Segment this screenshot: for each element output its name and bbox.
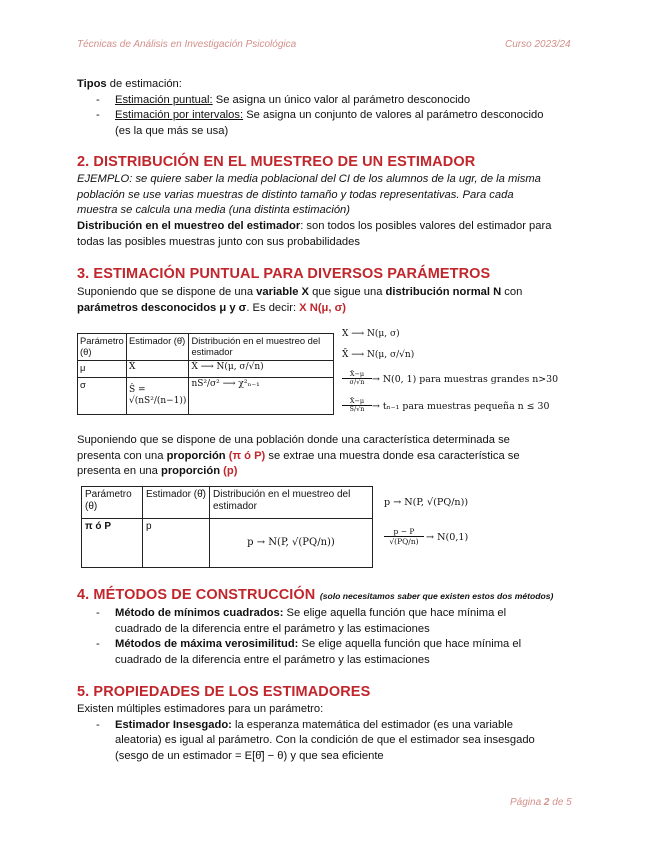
text: Suponiendo que se dispone de una población donde una característica determinada se [77,434,510,446]
property-text: (sesgo de un estimador = E[θ̂] − θ) y que sea eficiente [115,749,384,762]
page-label: de [549,797,567,808]
page-label: Página [510,797,544,808]
text: . Es decir: [246,301,300,314]
highlight-text: X N(μ, σ) [299,301,346,314]
table-cell: Ŝ = √(nS²/(n−1)) [127,378,189,415]
formula-proportion: p → N(P, √(PQ/n)) [384,497,469,508]
table-header: Distribución en el muestreo del estimador [210,487,373,519]
table-cell: nS²/σ² ⟶ χ²ₙ₋₁ [189,378,334,415]
table-header: Parámetro (θ) [82,487,143,519]
section-4-title: 4. MÉTODOS DE CONSTRUCCIÓN [77,587,316,603]
table-cell: X̄ [127,361,189,378]
formula-large-samples: → N(0, 1) para muestras grandes n>30 [372,374,559,385]
tipos-title: Tipos [77,78,107,90]
table-cell: p → N(P, √(PQ/n)) [210,519,373,568]
highlight-text: (π ó P) [225,449,266,462]
table-header: Parámetro (θ) [78,334,127,361]
table-cell: σ [78,378,127,415]
table-cell: μ [78,361,127,378]
table-header: Estimador (θ̂) [143,487,210,519]
definition-term: Distribución en el muestreo del estimador [77,220,301,232]
list-item: - Estimador Insesgado: la esperanza matemática del estimador (es una variable [96,718,513,731]
list-item: - Métodos de máxima verosimilitud: Se elige aquella función que hace mínima el [96,638,522,651]
table-header: Distribución en el muestreo del estimador [189,334,334,361]
header-course: Curso 2023/24 [505,39,571,50]
text: presenta con una [77,449,167,462]
formula-proportion-standard: → N(0,1) [426,532,469,543]
formula-small-samples: → tₙ₋₁ para muestras pequeña n ≤ 30 [372,401,550,412]
method-term: Método de mínimos cuadrados: [115,607,284,619]
text: con [501,286,523,298]
page-current: 2 [543,797,550,808]
property-term: Estimador Insesgado: [115,718,232,731]
tipos-item: - Estimación por intervalos: Se asigna un conjunto de valores al parámetro desconocido [96,109,544,122]
section-5-title: 5. PROPIEDADES DE LOS ESTIMADORES [77,684,371,700]
highlight-text: (p) [220,465,238,478]
section-3-title: 3. ESTIMACIÓN PUNTUAL PARA DIVERSOS PARÁMETROS [77,266,491,282]
method-text: Se elige aquella función que hace mínima el [298,638,522,651]
formula-t-fraction: X̄−μ Ŝ/√n [342,398,372,413]
page-number [510,797,572,808]
tipos-term: Estimación puntual: [115,93,213,106]
tipos-text: Se asigna un único valor al parámetro desconocido [212,93,471,106]
section-2-definition [77,219,617,250]
tipos-item: - Estimación puntual: Se asigna un único valor al parámetro desconocido [96,93,471,106]
tipos-text: Se asigna un conjunto de valores al parámetro desconocido [243,109,544,122]
section-4-heading [77,586,553,604]
section-3-intro [77,285,617,316]
example-line: muestra se calcula una media (una distinta estimación) [77,204,350,217]
formula-mean: X̄ ⟶ N(μ, σ/√n) [342,350,415,360]
tipos-term: Estimación por intervalos: [115,109,244,122]
section-4-list [77,606,617,668]
header-title: Técnicas de Análisis en Investigación Psicológica [77,39,297,50]
tipos-cont: (es la que más se usa) [115,124,229,137]
proportion-paragraph [77,433,617,480]
property-text: aleatoria) es igual al parámetro. Con la condición de que el estimador sea insesgado [115,734,535,747]
list-item: - Método de mínimos cuadrados: Se elige aquella función que hace mínima el [96,607,507,619]
estimator-table-2 [81,486,373,568]
definition-text: : son todos los posibles valores del estimador para [300,220,552,232]
text-bold: variable X [256,286,310,298]
section-2-title: 2. DISTRIBUCIÓN EN EL MUESTREO DE UN ESTIMADOR [77,154,476,170]
section-4-note: (solo necesitamos saber que existen estos dos métodos) [319,591,554,601]
example-line: población se use varias muestras de distinto tamaño y todas representativas. Para cada [77,188,514,201]
method-text: cuadrado de la diferencia entre el parámetro y las estimaciones [115,653,430,666]
definition-text: todas las posibles muestras junto con sus probabilidades [77,235,360,248]
property-text: la esperanza matemática del estimador (es una variable [231,718,513,731]
method-text: Se elige aquella función que hace mínima el [283,607,507,619]
table-cell: X̄ ⟶ N(μ, σ/√n) [189,361,334,378]
estimator-table-1 [77,333,334,415]
text: se extrae una muestra donde esa característica se [265,449,520,462]
text-bold: proporción [160,465,221,478]
text-bold: proporción [166,449,226,462]
text: que sigue una [309,286,386,298]
tipos-block [77,77,597,139]
text: Suponiendo que se dispone de una [77,286,257,298]
page-total: 5 [566,797,572,808]
method-term: Métodos de máxima verosimilitud: [115,638,299,651]
section-2-example [77,172,617,219]
method-text: cuadrado de la diferencia entre el parámetro y las estimaciones [115,622,430,635]
table-header: Estimador (θ̂) [127,334,189,361]
tipos-title-rest: de estimación: [106,78,182,90]
formula-normal: X ⟶ N(μ, σ) [342,329,400,339]
text-bold: distribución normal N [385,286,502,298]
formula-z-fraction: X̄−μ σ/√n [342,371,372,386]
table-cell: p [143,519,210,568]
table-cell: π ó P [82,519,143,568]
section-5-body [77,702,617,764]
section-5-intro: Existen múltiples estimadores para un parámetro: [77,703,324,715]
example-line: EJEMPLO: se quiere saber la media poblacional del CI de los alumnos de la ugr, de la misma [77,173,541,185]
formula-proportion-fraction: p − P √(PQ/n) [384,527,424,546]
text-bold: parámetros desconocidos μ y σ [77,301,247,314]
text: presenta en una [77,465,161,478]
